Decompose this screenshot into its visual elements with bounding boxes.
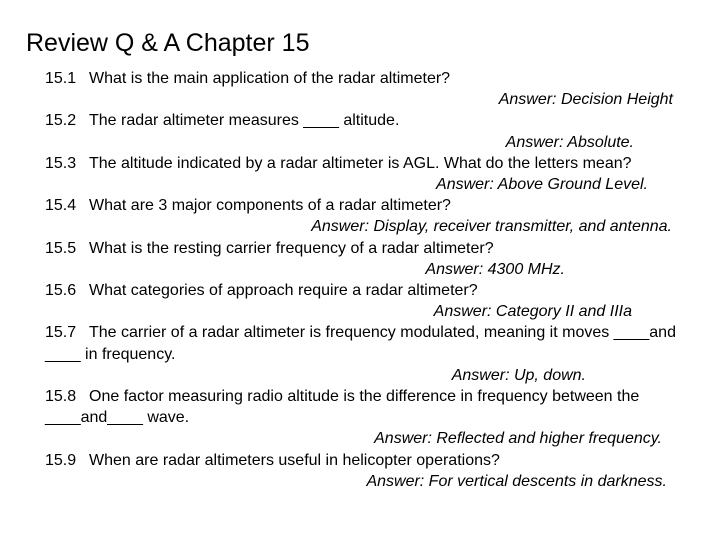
question (45, 195, 680, 216)
question-number: 15.7 (45, 324, 77, 342)
question (45, 386, 680, 428)
answer-text: Answer: Display, receiver transmitter, and antenna. (311, 218, 672, 236)
question (45, 110, 680, 131)
answer-text: Answer: Category II and IIIa (433, 303, 632, 321)
question-text: The altitude indicated by a radar altimeter is AGL. What do the letters mean? (89, 154, 632, 172)
answer-text: Answer: Decision Height (498, 91, 673, 109)
qa-item-15-2 (45, 110, 680, 152)
answer-text: Answer: Absolute. (505, 133, 634, 151)
qa-item-15-9 (45, 450, 680, 492)
question (45, 450, 680, 471)
question-text: The carrier of a radar altimeter is frequency modulated, meaning it moves ____and ____ in frequency. (45, 324, 676, 363)
question-text: When are radar altimeters useful in helicopter operations? (89, 451, 500, 469)
question (45, 153, 680, 174)
question (45, 68, 680, 89)
qa-item-15-3 (45, 153, 680, 195)
answer-text: Answer: Up, down. (451, 366, 586, 384)
qa-item-15-5 (45, 238, 680, 280)
question-text: What is the main application of the radar altimeter? (89, 70, 451, 87)
question-number: 15.6 (45, 282, 77, 300)
qa-item-15-6 (45, 280, 680, 322)
question (45, 238, 680, 259)
qa-item-15-4 (45, 195, 680, 237)
answer-text: Answer: 4300 MHz. (425, 260, 565, 278)
question-number: 15.4 (45, 197, 77, 215)
answer-text: Answer: For vertical descents in darkness. (366, 472, 667, 490)
question-text: What categories of approach require a radar altimeter? (89, 282, 478, 300)
question-text: One factor measuring radio altitude is the difference in frequency between the ____and____ wave. (45, 388, 640, 427)
slide-title: Review Q & A Chapter 15 (26, 29, 310, 57)
question-number: 15.2 (45, 112, 77, 130)
question-number: 15.9 (45, 451, 77, 469)
answer-text: Answer: Above Ground Level. (436, 176, 648, 194)
question-text: What is the resting carrier frequency of a radar altimeter? (89, 239, 494, 257)
question-text: The radar altimeter measures ____ altitude. (89, 112, 400, 130)
question-number: 15.8 (45, 388, 77, 406)
question (45, 280, 680, 301)
qa-item-15-1 (45, 68, 680, 110)
question-number: 15.5 (45, 239, 77, 257)
qa-list (45, 68, 680, 492)
question-number: 15.3 (45, 154, 77, 172)
qa-item-15-8 (45, 386, 680, 450)
question-text: What are 3 major components of a radar altimeter? (89, 197, 451, 215)
answer-text: Answer: Reflected and higher frequency. (374, 430, 662, 448)
question-number: 15.1 (45, 70, 77, 87)
qa-item-15-7 (45, 322, 680, 386)
question (45, 322, 680, 364)
